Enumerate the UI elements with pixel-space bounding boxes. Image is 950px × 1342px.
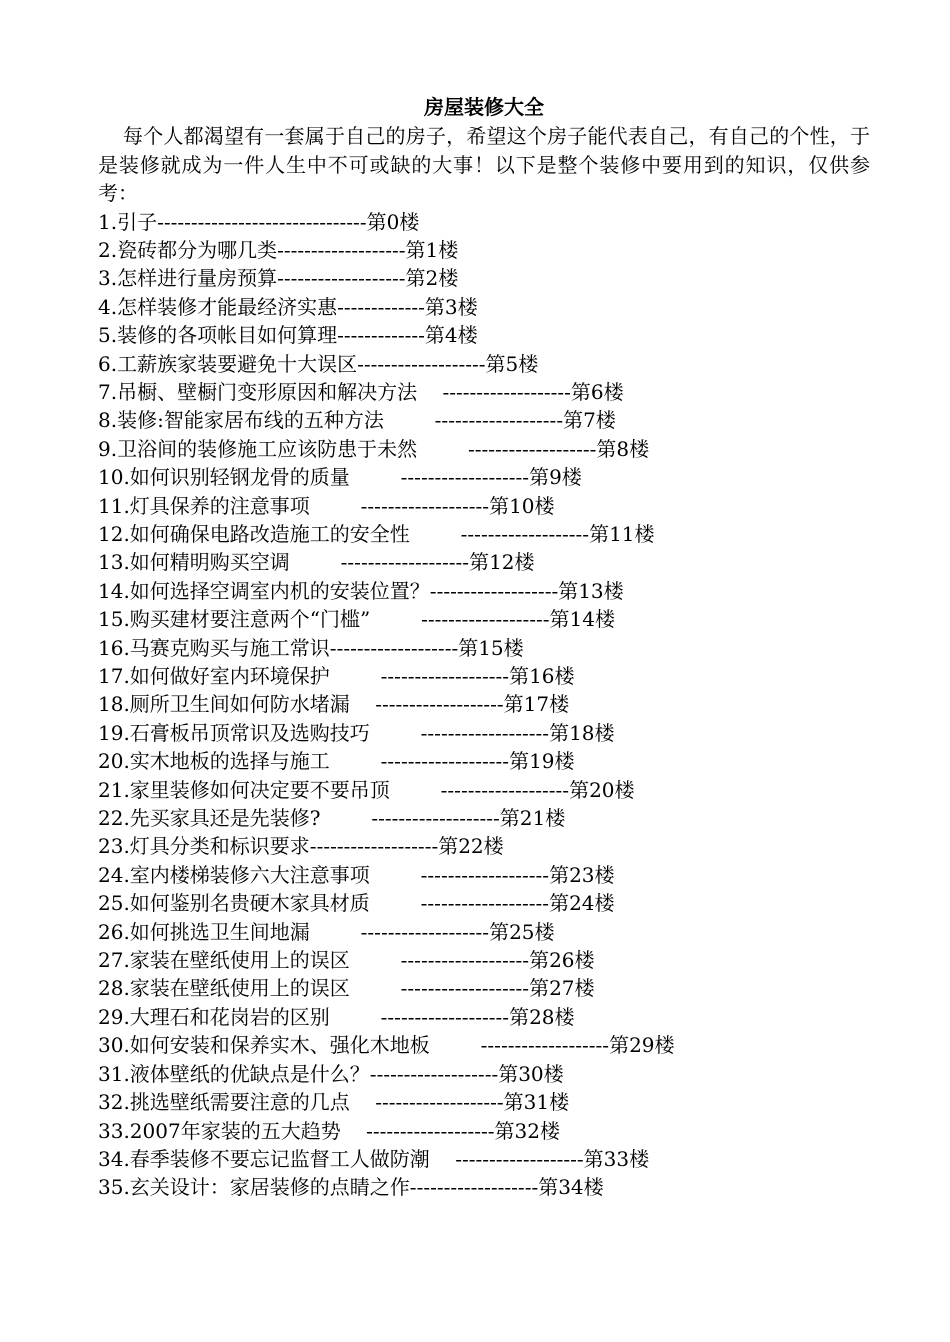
toc-item: 4.怎样装修才能最经济实惠-------------第3楼 [98,294,478,319]
toc-item: 22.先买家具还是先装修? -------------------第21楼 [98,806,566,831]
table-of-contents [98,208,870,1202]
toc-item: 27.家装在壁纸使用上的误区 -------------------第26楼 [98,948,595,973]
toc-item: 5.装修的各项帐目如何算理-------------第4楼 [98,323,478,348]
toc-item: 12.如何确保电路改造施工的安全性 -------------------第11楼 [98,521,655,546]
toc-item: 19.石膏板吊顶常识及选购技巧 -------------------第18楼 [98,720,615,745]
toc-item: 13.如何精明购买空调 -------------------第12楼 [98,550,535,575]
document-title: 房屋装修大全 [424,95,544,119]
toc-item: 31.液体壁纸的优缺点是什么？-------------------第30楼 [98,1061,564,1086]
toc-item: 35.玄关设计：家居装修的点睛之作-------------------第34楼 [98,1175,604,1200]
toc-item: 33.2007年家装的五大趋势 -------------------第32楼 [98,1118,560,1143]
toc-item: 16.马赛克购买与施工常识-------------------第15楼 [98,635,524,660]
toc-item: 9.卫浴间的装修施工应该防患于未然 -------------------第8楼 [98,436,650,461]
toc-item: 30.如何安装和保养实木、强化木地板 -------------------第29楼 [98,1033,675,1058]
toc-item: 11.灯具保养的注意事项 -------------------第10楼 [98,493,555,518]
toc-item: 2.瓷砖都分为哪几类-------------------第1楼 [98,237,459,262]
intro-paragraph: 每个人都渴望有一套属于自己的房子，希望这个房子能代表自己，有自己的个性，于是装修就成为一件人生中不可或缺的大事！以下是整个装修中要用到的知识，仅供参考： [98,124,870,205]
document-page [98,92,870,1202]
toc-item: 26.如何挑选卫生间地漏 -------------------第25楼 [98,919,555,944]
toc-item: 14.如何选择空调室内机的安装位置？-------------------第13楼 [98,578,624,603]
toc-item: 21.家里装修如何决定要不要吊顶 -------------------第20楼 [98,777,635,802]
toc-item: 6.工薪族家装要避免十大误区-------------------第5楼 [98,351,539,376]
toc-item: 24.室内楼梯装修六大注意事项 -------------------第23楼 [98,862,615,887]
toc-item: 8.装修:智能家居布线的五种方法 -------------------第7楼 [98,408,616,433]
toc-item: 17.如何做好室内环境保护 -------------------第16楼 [98,664,575,688]
toc-item: 28.家装在壁纸使用上的误区 -------------------第27楼 [98,976,595,1001]
toc-item: 20.实木地板的选择与施工 -------------------第19楼 [98,749,575,774]
toc-item: 25.如何鉴别名贵硬木家具材质 -------------------第24楼 [98,891,615,916]
toc-item: 34.春季装修不要忘记监督工人做防潮 -------------------第33楼 [98,1146,650,1171]
toc-item: 18.厕所卫生间如何防水堵漏 -------------------第17楼 [98,692,570,717]
toc-item: 7.吊橱、壁橱门变形原因和解决方法 -------------------第6楼 [98,379,624,404]
toc-item: 23.灯具分类和标识要求-------------------第22楼 [98,834,504,859]
toc-item: 3.怎样进行量房预算-------------------第2楼 [98,266,459,291]
toc-item: 29.大理石和花岗岩的区别 -------------------第28楼 [98,1004,575,1029]
toc-item: 10.如何识别轻钢龙骨的质量 -------------------第9楼 [98,465,582,490]
toc-item: 15.购买建材要注意两个“门槛” -------------------第14楼 [98,607,615,632]
toc-item: 1.引子-------------------------------第0楼 [98,209,420,234]
toc-item: 32.挑选壁纸需要注意的几点 -------------------第31楼 [98,1090,570,1115]
